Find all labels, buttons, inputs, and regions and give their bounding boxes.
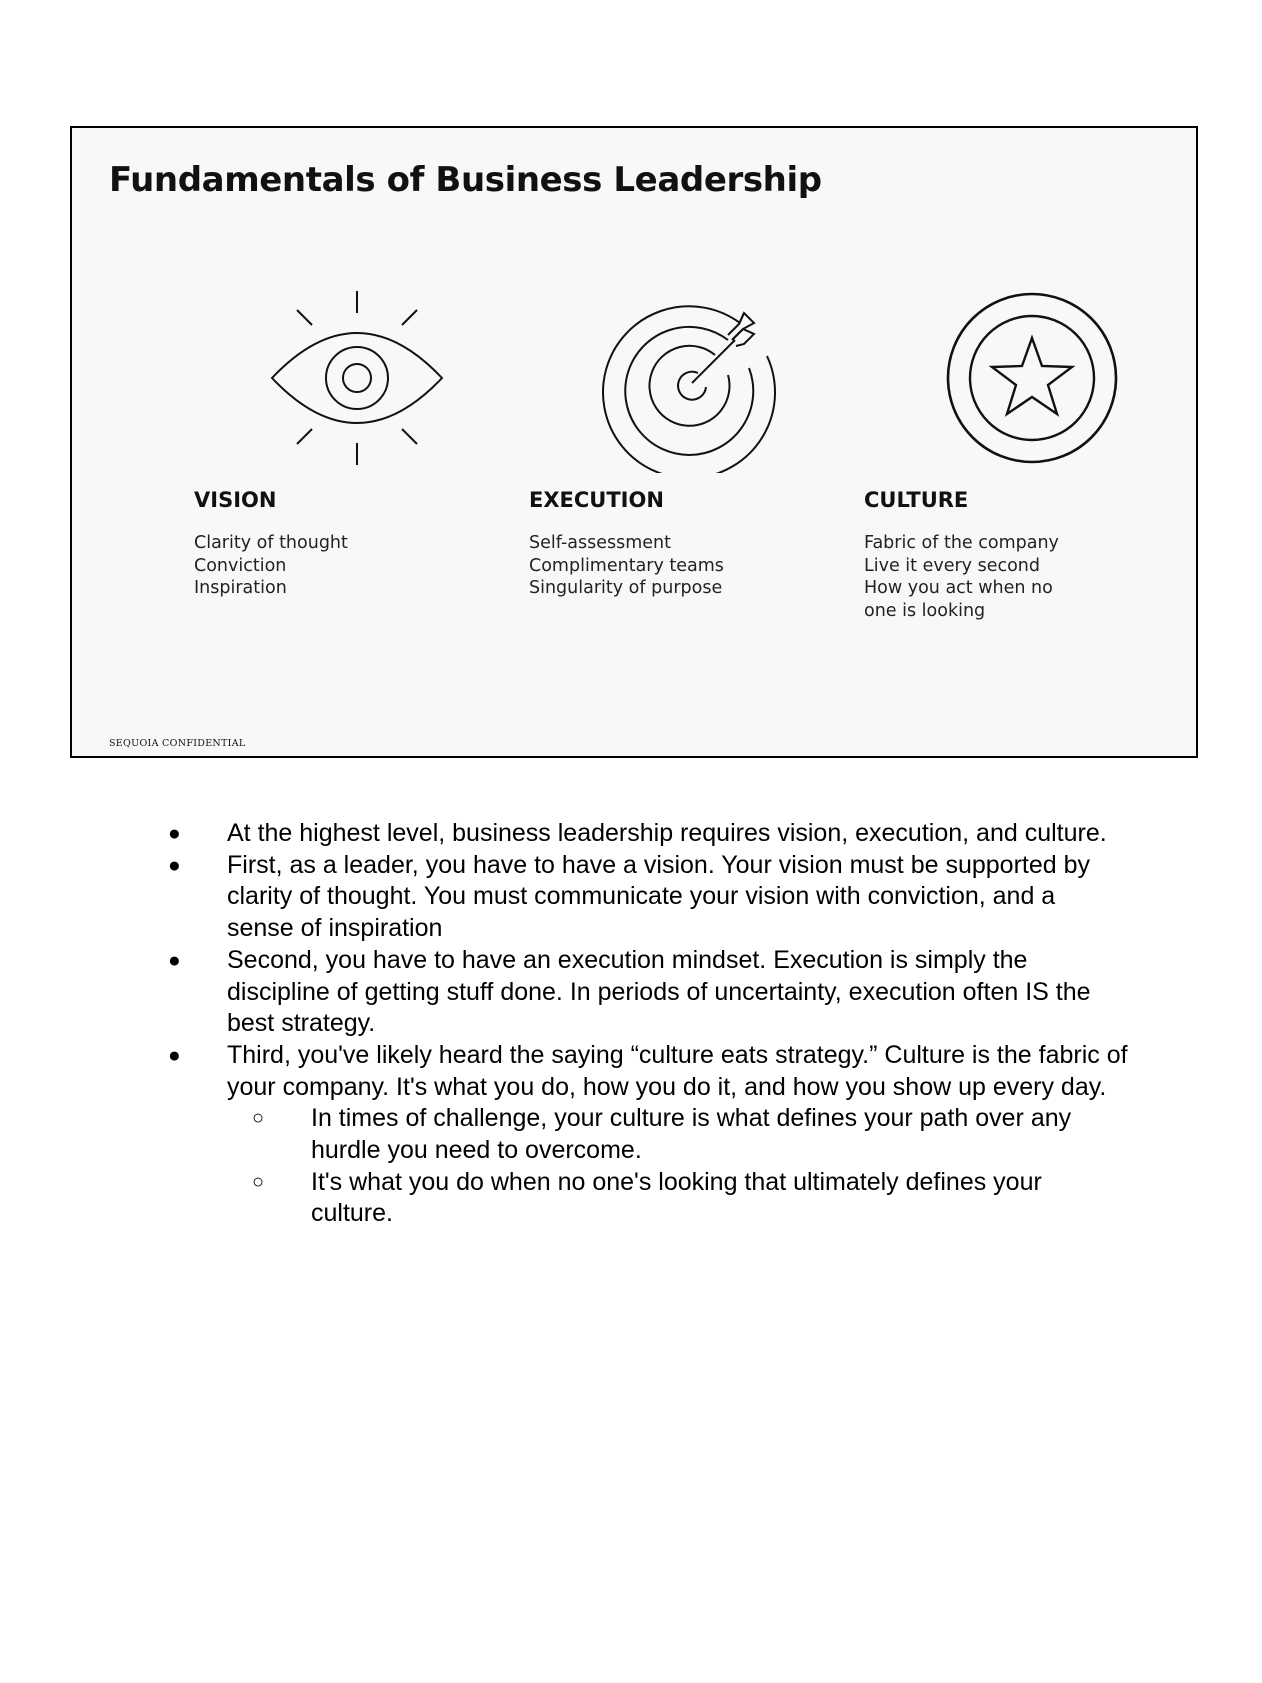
note-bullet bbox=[168, 818, 1128, 850]
pillar-item: How you act when no bbox=[864, 578, 1053, 598]
slide-title: Fundamentals of Business Leadership bbox=[109, 160, 822, 200]
eye-icon bbox=[267, 283, 447, 473]
note-sub-bullet bbox=[168, 1167, 1128, 1230]
note-sub-bullet bbox=[168, 1103, 1128, 1166]
pillar-list-culture bbox=[864, 532, 1084, 622]
note-sub-text: It's what you do when no one's looking that ultimately defines your culture. bbox=[311, 1167, 1042, 1228]
note-bullet bbox=[168, 1040, 1128, 1230]
pillar-item: Singularity of purpose bbox=[529, 578, 723, 598]
pillar-title-culture: CULTURE bbox=[864, 488, 969, 512]
note-sub-list bbox=[227, 1103, 1128, 1230]
speaker-notes bbox=[168, 818, 1128, 1230]
note-text: First, as a leader, you have to have a vision. Your vision must be supported by clarity of thought. You must communicate your vision with conviction, and a sense of inspiration bbox=[227, 850, 1091, 943]
target-icon bbox=[602, 283, 782, 473]
confidential-footer: SEQUOIA CONFIDENTIAL bbox=[109, 738, 246, 749]
star-badge-icon bbox=[942, 283, 1122, 473]
pillar-item: Self-assessment bbox=[529, 533, 671, 553]
pillar-item: Fabric of the company bbox=[864, 533, 1059, 553]
pillar-item: Live it every second bbox=[864, 555, 1040, 576]
slide bbox=[70, 126, 1198, 758]
pillar-item: Inspiration bbox=[194, 578, 287, 598]
pillar-item: one is looking bbox=[864, 600, 986, 621]
note-sub-text: In times of challenge, your culture is what defines your path over any hurdle you need to overcome. bbox=[311, 1104, 1072, 1165]
note-bullet bbox=[168, 945, 1128, 1040]
note-text: Second, you have to have an execution mindset. Execution is simply the discipline of getting stuff done. In periods of uncertainty, execution often IS the best strategy. bbox=[227, 945, 1091, 1038]
pillar-item: Complimentary teams bbox=[529, 555, 724, 576]
pillar-list-vision bbox=[194, 532, 414, 600]
note-text: At the highest level, business leadership requires vision, execution, and culture. bbox=[227, 819, 1107, 847]
pillar-item: Conviction bbox=[194, 555, 287, 576]
pillar-title-vision: VISION bbox=[194, 488, 277, 512]
pillar-title-execution: EXECUTION bbox=[529, 488, 664, 512]
note-text: Third, you've likely heard the saying “culture eats strategy.” Culture is the fabric of your company. It's what you do, how you do it, and how you show up every day. bbox=[227, 1040, 1128, 1101]
pillar-item: Clarity of thought bbox=[194, 533, 348, 553]
pillar-list-execution bbox=[529, 532, 749, 600]
note-bullet bbox=[168, 850, 1128, 945]
